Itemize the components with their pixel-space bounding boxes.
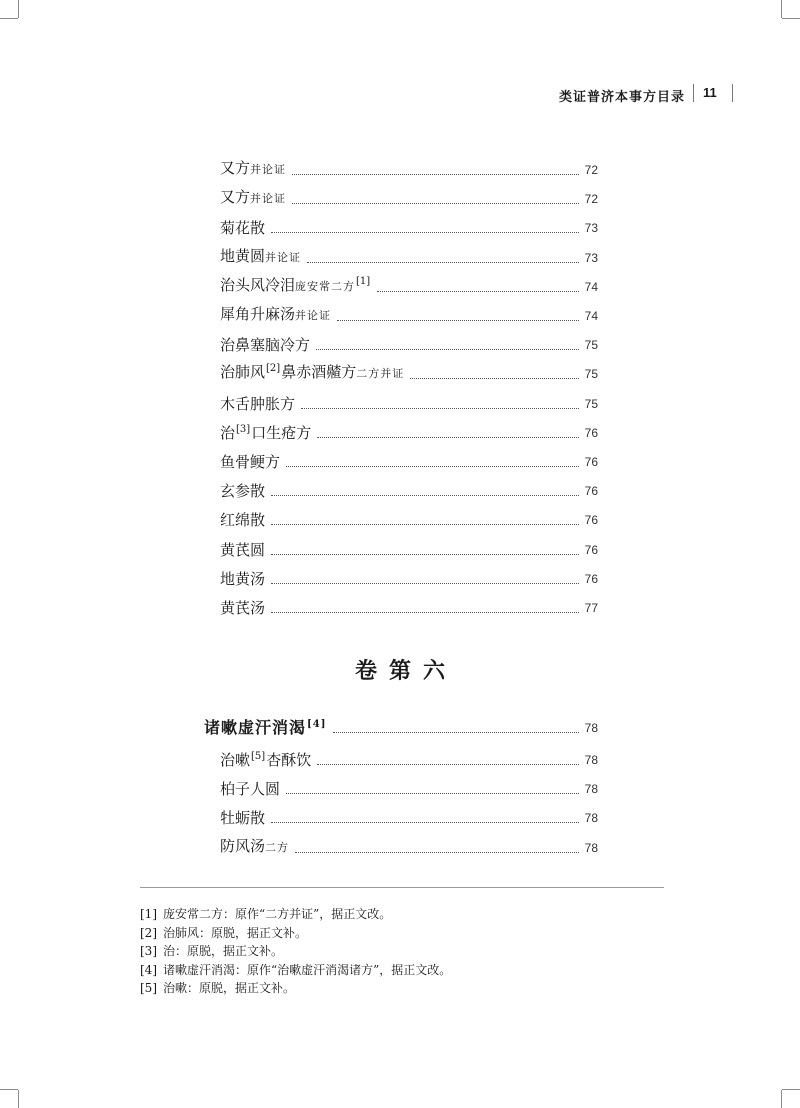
dot-leader [286,792,579,794]
entry-main-text: 治 [220,423,236,442]
toc-entry[interactable] [220,832,598,858]
entry-main-text: 地黄汤 [220,569,266,588]
toc-entry-page: 76 [584,542,598,557]
dot-leader [271,553,579,555]
toc-entry-page: 76 [584,513,598,528]
entry-main-text: 黄芪圆 [220,540,266,559]
footnote [140,905,680,924]
dot-leader [307,261,579,263]
footnote [140,961,680,980]
dot-leader [292,202,579,204]
toc-entry[interactable] [220,802,598,828]
entry-main-text: 木舌肿胀方 [220,394,296,413]
dot-leader [317,763,578,765]
toc-entry-page: 77 [584,601,598,615]
toc-entry-page: 76 [584,571,598,586]
toc-entry-title [220,779,280,799]
toc-entry-page: 73 [584,250,598,265]
crop-mark [782,1089,800,1090]
crop-mark [18,0,19,18]
toc-entry[interactable] [220,183,598,209]
entry-main-text: 治嗽 [220,751,251,769]
dot-leader [271,231,579,233]
dot-leader [333,731,578,733]
toc-entry-page: 72 [584,192,598,207]
toc-entry-title [220,452,280,472]
footnote-ref[interactable]: [3] [236,423,251,435]
dot-leader [271,523,579,525]
entry-note: 二方并证 [356,367,405,381]
footnotes [140,905,680,998]
dot-leader [337,319,579,321]
toc-entry-title [220,158,286,180]
footnote-text: 治嗽：原脱，据正文补。 [163,981,296,995]
toc-entry[interactable] [220,475,598,501]
crop-mark [782,18,800,19]
toc-entry-page: 78 [584,782,598,797]
toc-entry[interactable] [220,242,598,268]
entry-main-text: 治肺风 [220,363,266,382]
toc-entry-title [220,481,265,501]
dot-leader [316,348,579,350]
toc-main-entry[interactable] [204,712,598,738]
toc-entry[interactable] [220,563,598,589]
toc-entry-title [220,246,301,268]
entry-main-text: 治头风冷泪 [220,275,296,294]
toc-entry-page: 75 [584,367,598,382]
toc-entry-title [220,569,265,589]
dot-leader [271,611,579,613]
toc-entry-page: 76 [584,425,598,440]
entry-main-text: 又方 [220,188,251,207]
toc-entry-page: 78 [584,811,598,826]
footnote-text: 治：原脱，据正文补。 [163,944,284,958]
toc-entry-title: 诸嗽虚汗消渴[4] [204,718,327,737]
footnote-ref[interactable]: [5] [251,751,266,762]
header-divider [693,84,694,102]
toc-entry-title [220,335,310,355]
toc-entry-title [220,394,295,414]
toc-entry-title [220,218,265,238]
toc-entry-title [220,187,286,209]
crop-mark [781,0,782,18]
toc-entry[interactable] [220,271,598,297]
entry-note: 并论证 [265,250,302,264]
toc-entry[interactable] [220,534,598,560]
entry-note: 并论证 [295,309,332,322]
toc-entry[interactable] [220,504,598,530]
toc-entry[interactable] [220,388,598,414]
toc-entry-page: 75 [584,338,598,353]
crop-mark [781,1090,782,1108]
dot-leader [295,851,579,853]
toc-entry[interactable] [220,446,598,472]
entry-main-text: 牡蛎散 [220,809,266,828]
crop-mark [18,1090,19,1108]
toc-entry-page: 74 [584,309,598,323]
toc-entry[interactable] [220,300,598,326]
toc-entry-title [220,540,265,560]
toc-entry[interactable] [220,773,598,799]
toc-entry-page: 78 [584,840,598,855]
footnote-divider [140,887,664,888]
toc-entry-page: 72 [584,163,598,177]
toc-entry-page: 75 [584,396,598,411]
footnote [140,979,680,998]
dot-leader [301,407,579,409]
footnote [140,924,680,943]
toc-entry-title [220,808,265,828]
page-number: 11 [703,85,717,100]
dot-leader [377,290,578,292]
entry-main-text: 口生疮方 [251,423,312,442]
dot-leader [292,173,579,175]
toc-entry[interactable] [220,592,598,618]
entry-main-text: 玄参散 [220,482,266,501]
section-heading: 卷第六 [354,658,457,684]
dot-leader [271,821,579,823]
footnote-mark: [5] [140,981,157,995]
entry-main-text: 杏酥饮 [266,751,312,769]
crop-mark [0,18,18,19]
entry-main-text: 柏子人圆 [220,780,281,799]
toc-entry-page: 76 [584,484,598,499]
footnote-ref[interactable]: [2] [266,363,281,375]
entry-main-text: 菊花散 [220,219,266,238]
entry-main-text: 又方 [220,159,251,177]
footnote-mark: [4] [140,962,157,977]
footnote-mark: [3] [140,944,157,958]
toc-entry[interactable] [220,417,598,443]
toc-entry[interactable] [220,212,598,238]
entry-note: 并论证 [250,163,287,176]
toc-entry-title [220,836,289,858]
footnote-ref[interactable]: [4] [307,719,327,730]
toc-entry-title [220,747,311,770]
footnote-text: 治肺风：原脱，据正文补。 [163,925,308,940]
toc-entry[interactable] [220,329,598,355]
header-divider [732,84,733,102]
toc-entry-title [220,420,311,443]
crop-mark [0,1089,18,1090]
entry-main-text: 治鼻塞脑冷方 [220,336,311,355]
entry-note: 二方 [265,840,290,854]
toc-entry-page: 74 [584,279,598,294]
footnote-text: 庞安常二方：原作“二方并证”，据正文改。 [163,907,392,921]
footnote-mark: [1] [140,907,157,921]
entry-main-text: 犀角升麻汤 [220,305,296,323]
book-title: 类证普济本事方目录 [558,90,685,105]
dot-leader [271,582,579,584]
toc-entry-title [220,272,371,297]
toc-entry[interactable] [220,358,598,384]
entry-main-text: 鼻赤酒齄方 [281,363,357,382]
toc-entry-page: 76 [584,455,598,469]
toc-entry-title [220,510,265,530]
toc-entry-page: 78 [584,753,598,767]
footnote-ref[interactable]: [1] [356,275,371,287]
toc-entry-title [220,304,331,326]
toc-entry-title [220,359,404,384]
footnote-mark: [2] [140,925,157,940]
dot-leader [410,377,578,379]
entry-main-text: 地黄圆 [220,246,266,265]
entry-main-text: 黄芪汤 [220,599,266,617]
footnote [140,942,680,961]
entry-note: 并论证 [250,192,287,206]
toc-entry-page: 78 [584,721,598,735]
entry-main-text: 红绵散 [220,511,266,530]
entry-main-text: 鱼骨鲠方 [220,453,281,471]
toc-entry-page: 73 [584,221,598,236]
dot-leader [286,465,579,467]
running-header [0,84,800,104]
dot-leader [271,494,579,496]
toc-entry[interactable] [220,744,598,770]
entry-note: 庞安常二方 [295,279,356,293]
dot-leader [317,436,578,438]
toc-entry-title [220,598,265,618]
toc-entry[interactable] [220,154,598,180]
footnote-text: 诸嗽虚汗消渴：原作“治嗽虚汗消渴诸方”，据正文改。 [163,962,452,977]
entry-main-text: 防风汤 [220,836,266,855]
